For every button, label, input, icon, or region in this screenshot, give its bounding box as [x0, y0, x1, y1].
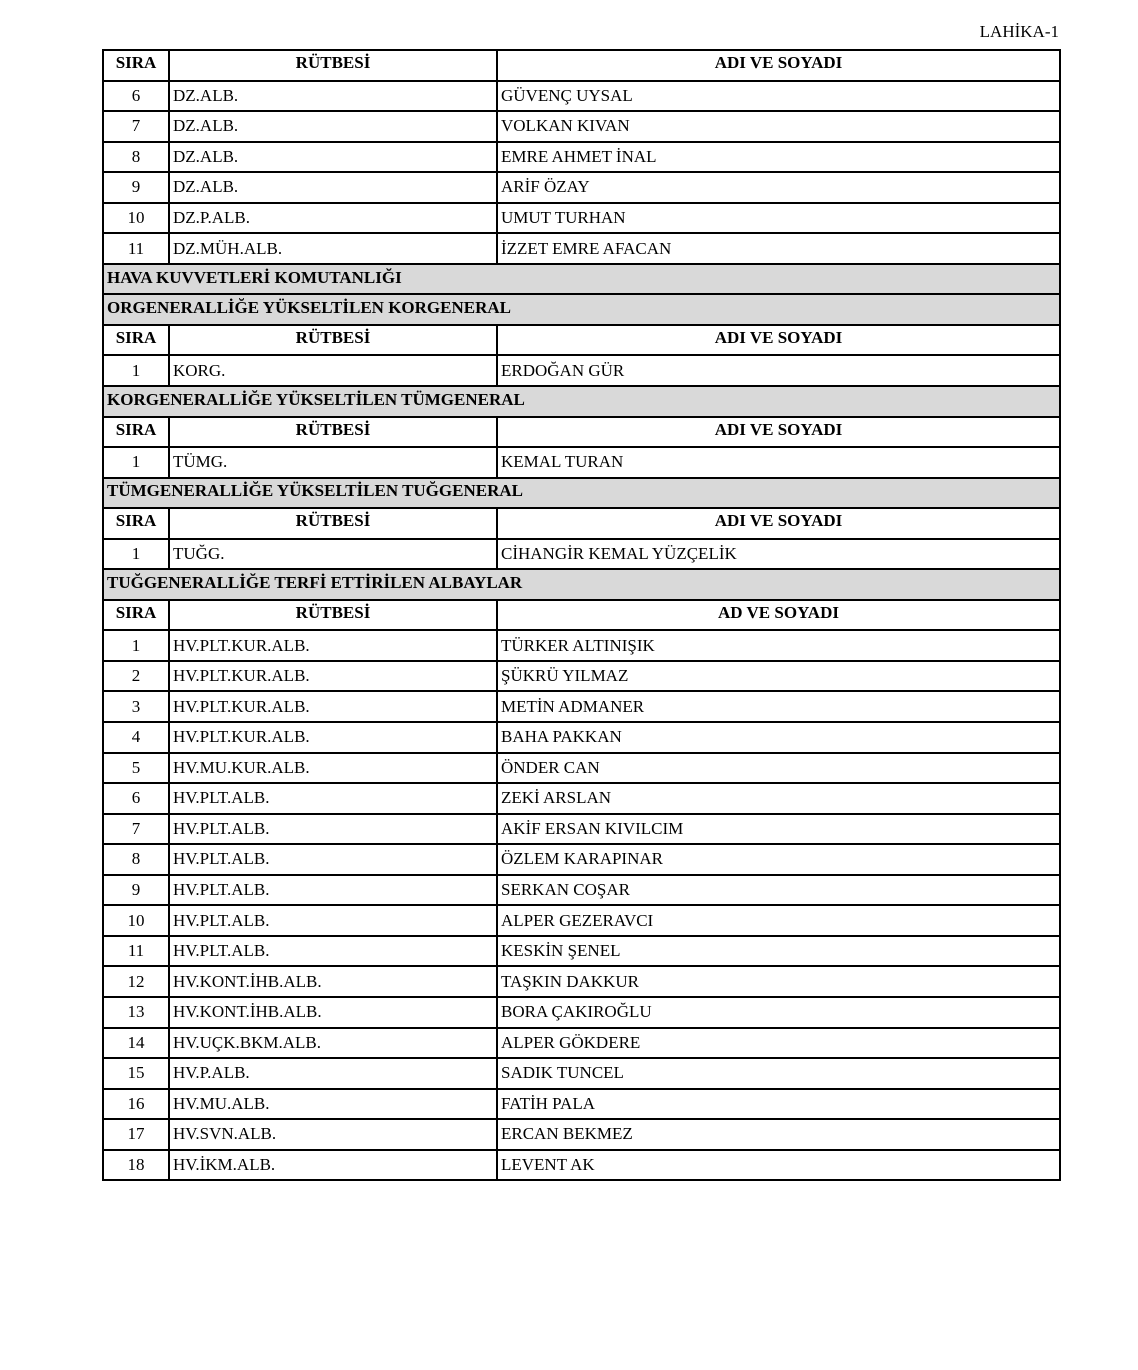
row-rank: HV.PLT.KUR.ALB.: [169, 722, 497, 753]
row-number: 6: [103, 81, 169, 112]
column-header-name: AD VE SOYADI: [497, 600, 1060, 631]
row-number: 12: [103, 966, 169, 997]
table-row: [103, 661, 1060, 692]
row-number: 1: [103, 447, 169, 478]
column-header-name: ADI VE SOYADI: [497, 508, 1060, 539]
row-name: ALPER GEZERAVCI: [497, 905, 1060, 936]
column-header-sira: SIRA: [103, 417, 169, 448]
row-number: 10: [103, 905, 169, 936]
row-rank: HV.P.ALB.: [169, 1058, 497, 1089]
row-name: FATİH PALA: [497, 1089, 1060, 1120]
section-heading: TÜMGENERALLİĞE YÜKSELTİLEN TUĞGENERAL: [103, 478, 1060, 509]
section-heading-row: [103, 264, 1060, 295]
table-row: [103, 753, 1060, 784]
row-rank: DZ.MÜH.ALB.: [169, 233, 497, 264]
row-rank: TÜMG.: [169, 447, 497, 478]
section-heading-row: [103, 386, 1060, 417]
table-row: [103, 1058, 1060, 1089]
row-name: ERDOĞAN GÜR: [497, 355, 1060, 386]
row-number: 11: [103, 233, 169, 264]
row-name: ŞÜKRÜ YILMAZ: [497, 661, 1060, 692]
row-name: ERCAN BEKMEZ: [497, 1119, 1060, 1150]
promotion-table-body: [103, 50, 1060, 1180]
row-name: UMUT TURHAN: [497, 203, 1060, 234]
row-rank: HV.MU.KUR.ALB.: [169, 753, 497, 784]
row-name: ÖZLEM KARAPINAR: [497, 844, 1060, 875]
table-row: [103, 172, 1060, 203]
row-name: CİHANGİR KEMAL YÜZÇELİK: [497, 539, 1060, 570]
section-heading: TUĞGENERALLİĞE TERFİ ETTİRİLEN ALBAYLAR: [103, 569, 1060, 600]
table-row: [103, 1150, 1060, 1181]
row-rank: HV.SVN.ALB.: [169, 1119, 497, 1150]
table-row: [103, 722, 1060, 753]
promotion-table: [102, 49, 1061, 1181]
row-name: SERKAN COŞAR: [497, 875, 1060, 906]
table-row: [103, 539, 1060, 570]
row-number: 17: [103, 1119, 169, 1150]
table-row: [103, 203, 1060, 234]
table-row: [103, 1028, 1060, 1059]
row-name: TAŞKIN DAKKUR: [497, 966, 1060, 997]
section-heading-row: [103, 478, 1060, 509]
column-header-row: [103, 600, 1060, 631]
row-number: 2: [103, 661, 169, 692]
row-name: VOLKAN KIVAN: [497, 111, 1060, 142]
row-number: 8: [103, 142, 169, 173]
row-name: KEMAL TURAN: [497, 447, 1060, 478]
annex-label: LAHİKA-1: [979, 22, 1059, 41]
row-number: 1: [103, 539, 169, 570]
column-header-name: ADI VE SOYADI: [497, 417, 1060, 448]
column-header-sira: SIRA: [103, 600, 169, 631]
table-row: [103, 875, 1060, 906]
table-row: [103, 844, 1060, 875]
table-row: [103, 783, 1060, 814]
table-row: [103, 233, 1060, 264]
column-header-rutbe: RÜTBESİ: [169, 417, 497, 448]
row-number: 13: [103, 997, 169, 1028]
table-row: [103, 111, 1060, 142]
row-rank: HV.PLT.ALB.: [169, 905, 497, 936]
row-number: 15: [103, 1058, 169, 1089]
row-rank: HV.PLT.ALB.: [169, 783, 497, 814]
row-rank: DZ.P.ALB.: [169, 203, 497, 234]
row-number: 11: [103, 936, 169, 967]
row-number: 7: [103, 111, 169, 142]
column-header-sira: SIRA: [103, 508, 169, 539]
row-rank: HV.UÇK.BKM.ALB.: [169, 1028, 497, 1059]
row-name: AKİF ERSAN KIVILCIM: [497, 814, 1060, 845]
row-number: 16: [103, 1089, 169, 1120]
row-number: 9: [103, 875, 169, 906]
table-row: [103, 1089, 1060, 1120]
row-rank: HV.PLT.ALB.: [169, 936, 497, 967]
row-rank: TUĞG.: [169, 539, 497, 570]
table-row: [103, 905, 1060, 936]
row-number: 8: [103, 844, 169, 875]
table-row: [103, 355, 1060, 386]
row-name: TÜRKER ALTINIŞIK: [497, 630, 1060, 661]
row-name: LEVENT AK: [497, 1150, 1060, 1181]
table-row: [103, 630, 1060, 661]
row-name: EMRE AHMET İNAL: [497, 142, 1060, 173]
table-row: [103, 691, 1060, 722]
column-header-rutbe: RÜTBESİ: [169, 50, 497, 81]
row-name: SADIK TUNCEL: [497, 1058, 1060, 1089]
column-header-rutbe: RÜTBESİ: [169, 508, 497, 539]
row-rank: HV.PLT.ALB.: [169, 814, 497, 845]
row-rank: KORG.: [169, 355, 497, 386]
row-name: KESKİN ŞENEL: [497, 936, 1060, 967]
column-header-rutbe: RÜTBESİ: [169, 600, 497, 631]
column-header-name: ADI VE SOYADI: [497, 325, 1060, 356]
row-rank: HV.KONT.İHB.ALB.: [169, 966, 497, 997]
row-name: BORA ÇAKIROĞLU: [497, 997, 1060, 1028]
row-rank: HV.PLT.ALB.: [169, 875, 497, 906]
column-header-name: ADI VE SOYADI: [497, 50, 1060, 81]
row-number: 1: [103, 355, 169, 386]
column-header-rutbe: RÜTBESİ: [169, 325, 497, 356]
row-rank: HV.MU.ALB.: [169, 1089, 497, 1120]
row-number: 10: [103, 203, 169, 234]
row-number: 3: [103, 691, 169, 722]
row-name: ZEKİ ARSLAN: [497, 783, 1060, 814]
column-header-row: [103, 325, 1060, 356]
table-row: [103, 447, 1060, 478]
column-header-sira: SIRA: [103, 325, 169, 356]
table-row: [103, 81, 1060, 112]
table-row: [103, 1119, 1060, 1150]
table-row: [103, 142, 1060, 173]
column-header-row: [103, 50, 1060, 81]
row-rank: DZ.ALB.: [169, 142, 497, 173]
row-rank: HV.PLT.KUR.ALB.: [169, 630, 497, 661]
row-number: 5: [103, 753, 169, 784]
row-name: METİN ADMANER: [497, 691, 1060, 722]
table-row: [103, 936, 1060, 967]
row-number: 4: [103, 722, 169, 753]
row-number: 7: [103, 814, 169, 845]
row-name: İZZET EMRE AFACAN: [497, 233, 1060, 264]
section-heading-row: [103, 569, 1060, 600]
table-row: [103, 997, 1060, 1028]
row-number: 18: [103, 1150, 169, 1181]
row-rank: DZ.ALB.: [169, 81, 497, 112]
row-number: 1: [103, 630, 169, 661]
column-header-sira: SIRA: [103, 50, 169, 81]
row-name: ALPER GÖKDERE: [497, 1028, 1060, 1059]
section-heading: ORGENERALLİĞE YÜKSELTİLEN KORGENERAL: [103, 294, 1060, 325]
row-name: GÜVENÇ UYSAL: [497, 81, 1060, 112]
section-heading: KORGENERALLİĞE YÜKSELTİLEN TÜMGENERAL: [103, 386, 1060, 417]
column-header-row: [103, 508, 1060, 539]
row-name: BAHA PAKKAN: [497, 722, 1060, 753]
row-number: 9: [103, 172, 169, 203]
row-name: ÖNDER CAN: [497, 753, 1060, 784]
row-rank: HV.KONT.İHB.ALB.: [169, 997, 497, 1028]
table-row: [103, 966, 1060, 997]
row-number: 14: [103, 1028, 169, 1059]
table-row: [103, 814, 1060, 845]
section-heading-row: [103, 294, 1060, 325]
row-rank: DZ.ALB.: [169, 172, 497, 203]
row-rank: HV.PLT.KUR.ALB.: [169, 691, 497, 722]
row-rank: HV.PLT.KUR.ALB.: [169, 661, 497, 692]
row-rank: DZ.ALB.: [169, 111, 497, 142]
row-rank: HV.PLT.ALB.: [169, 844, 497, 875]
row-name: ARİF ÖZAY: [497, 172, 1060, 203]
column-header-row: [103, 417, 1060, 448]
row-rank: HV.İKM.ALB.: [169, 1150, 497, 1181]
row-number: 6: [103, 783, 169, 814]
section-heading: HAVA KUVVETLERİ KOMUTANLIĞI: [103, 264, 1060, 295]
